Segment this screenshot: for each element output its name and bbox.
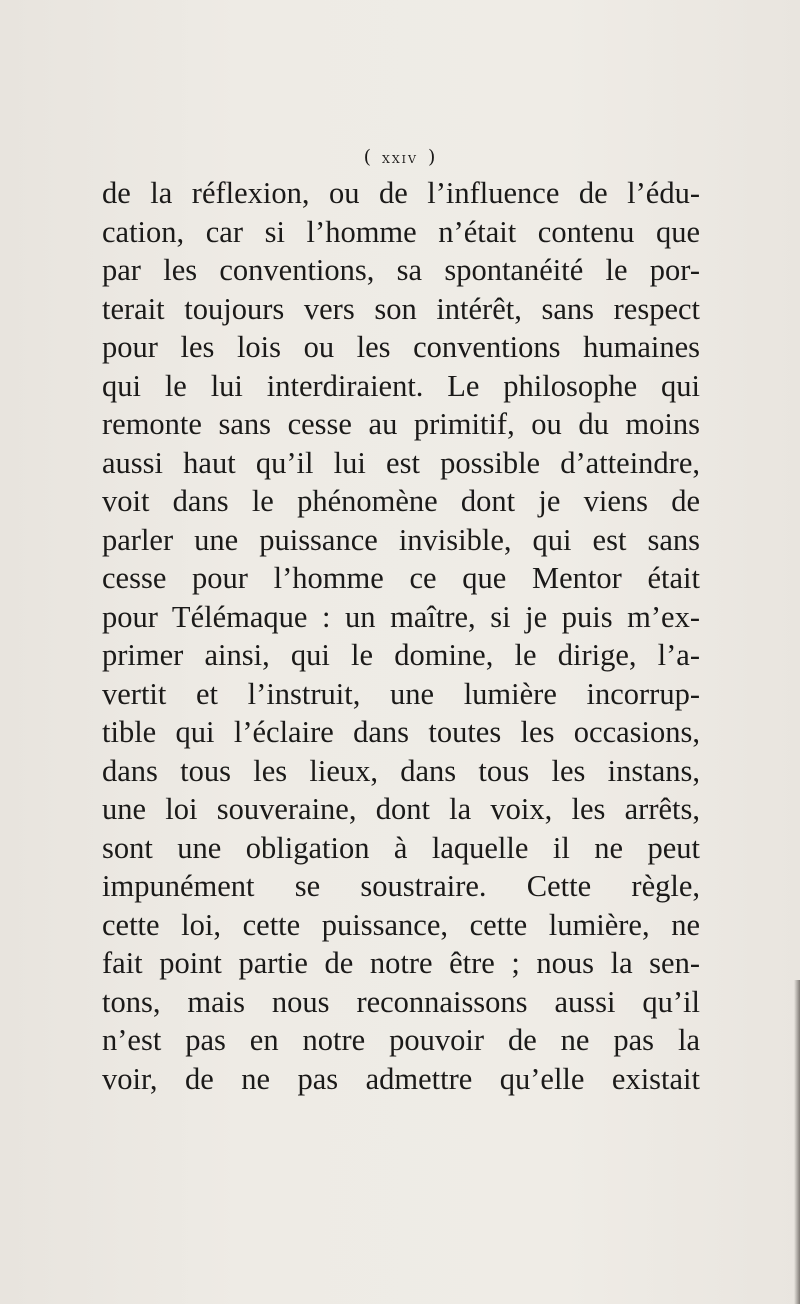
text-line: impunément se soustraire. Cette règle, [102,869,700,903]
page-header [0,146,800,168]
text-line: remonte sans cesse au primitif, ou du moins [102,407,700,441]
text-line: aussi haut qu’il lui est possible d’atteindre, [102,445,700,480]
text-line: primer ainsi, qui le domine, le dirige, l’a- [102,638,700,672]
text-line: sont une obligation à laquelle il ne peut [102,830,700,865]
text-line: qui le lui interdiraient. Le philosophe qui [102,368,700,403]
page-number-close-paren: ) [427,146,437,168]
text-line: cesse pour l’homme ce que Mentor était [102,561,700,595]
text-line: fait point partie de notre être ; nous la sen- [102,946,700,980]
text-line: tible qui l’éclaire dans toutes les occasions, [102,715,700,749]
text-line: tons, mais nous reconnaissons aussi qu’il [102,984,700,1019]
page-number-open-paren: ( [363,146,373,168]
body-text [102,174,700,1098]
text-line: par les conventions, sa spontanéité le por- [102,253,700,287]
text-line: pour les lois ou les conventions humaines [102,330,700,364]
text-line: cation, car si l’homme n’était contenu que [102,214,700,249]
text-line: terait toujours vers son intérêt, sans respect [102,291,700,326]
text-line: pour Télémaque : un maître, si je puis m’ex- [102,599,700,634]
page-edge-shadow [794,980,800,1304]
text-line: n’est pas en notre pouvoir de ne pas la [102,1023,700,1057]
text-line: vertit et l’instruit, une lumière incorrup- [102,676,700,711]
text-line: de la réflexion, ou de l’influence de l’édu- [102,176,700,210]
text-line: cette loi, cette puissance, cette lumière, ne [102,907,700,942]
text-line: parler une puissance invisible, qui est sans [102,522,700,557]
text-line: une loi souveraine, dont la voix, les arrêts, [102,792,700,826]
text-line: voit dans le phénomène dont je viens de [102,484,700,518]
text-line: voir, de ne pas admettre qu’elle existait [102,1061,700,1096]
text-line: dans tous les lieux, dans tous les instans, [102,753,700,788]
page-number: xxiv [382,149,418,167]
